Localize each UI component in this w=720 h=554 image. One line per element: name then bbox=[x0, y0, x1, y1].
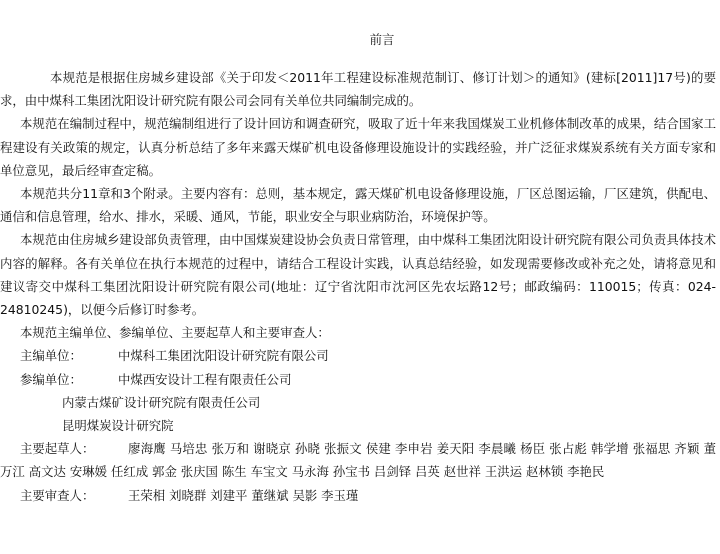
reviewers-names: 王荣相 刘晓群 刘建平 董继斌 吴影 李玉瑾 bbox=[128, 487, 359, 503]
co-editor-org: 昆明煤炭设计研究院 bbox=[62, 418, 174, 434]
page-title: 前言 bbox=[369, 32, 395, 47]
chief-editor-label: 主编单位： bbox=[20, 348, 82, 364]
co-editor-org: 内蒙古煤矿设计研究院有限责任公司 bbox=[62, 394, 261, 410]
drafters-block bbox=[0, 437, 716, 483]
drafters-label: 主要起草人： bbox=[20, 441, 95, 457]
paragraph-compilation: 本规范在编制过程中，规范编制组进行了设计回访和调查研究，吸取了近十年来我国煤炭工业机修体制改革的成果，结合国家工程建设有关政策的规定，认真分析总结了多年来露天煤矿机电设备修理设施设计的实践经验，并广泛征求煤炭系统有关方面专家和单位意见，最后经审查定稿。 bbox=[0, 116, 716, 178]
co-editor-org: 中煤西安设计工程有限责任公司 bbox=[118, 371, 292, 387]
co-editor-org-row bbox=[0, 391, 716, 414]
reviewers-label: 主要审查人： bbox=[20, 487, 95, 503]
drafters-names: 廖海鹰 马培忠 张万和 谢晓京 孙晓 张振文 侯建 李申岩 姜天阳 李晨曦 杨臣 张占彪 韩学增 张福思 齐颖 董万江 高文达 安琳媛 任红成 郭金 张庆国 陈生 车宝文 马永海 孙宝书 吕剑铎 吕英 赵世祥 王洪运 赵林锁 李艳民 bbox=[0, 441, 716, 480]
paragraph-intro: 本规范是根据住房城乡建设部《关于印发＜2011年工程建设标准规范制订、修订计划＞的通知》(建标[2011]17号)的要求，由中煤科工集团沈阳设计研究院有限公司会同有关单位共同编制完成的。 bbox=[0, 70, 716, 109]
co-editor-label: 参编单位： bbox=[20, 371, 82, 387]
paragraph-units-heading: 本规范主编单位、参编单位、主要起草人和主要审查人： bbox=[20, 325, 330, 341]
co-editor-org-row bbox=[0, 414, 716, 437]
chief-editor-row bbox=[0, 344, 716, 367]
document-body bbox=[0, 66, 716, 507]
paragraph-contents: 本规范共分11章和3个附录。主要内容有：总则，基本规定，露天煤矿机电设备修理设施，厂区总图运输，厂区建筑，供配电、通信和信息管理，给水、排水，采暖、通风，节能，职业安全与职业病防治，环境保护等。 bbox=[0, 186, 716, 225]
paragraph-management: 本规范由住房城乡建设部负责管理，由中国煤炭建设协会负责日常管理，由中煤科工集团沈阳设计研究院有限公司负责具体技术内容的解释。各有关单位在执行本规范的过程中，请结合工程设计实践，认真总结经验，如发现需要修改或补充之处，请将意见和建议寄交中煤科工集团沈阳设计研究院有限公司(地址：辽宁省沈阳市沈河区先农坛路12号；邮政编码：110015；传真：024-24810245)，以便今后修订时参考。 bbox=[0, 232, 716, 318]
reviewers-row bbox=[0, 484, 716, 507]
co-editor-row bbox=[0, 368, 716, 391]
chief-editor-org: 中煤科工集团沈阳设计研究院有限公司 bbox=[118, 348, 329, 364]
